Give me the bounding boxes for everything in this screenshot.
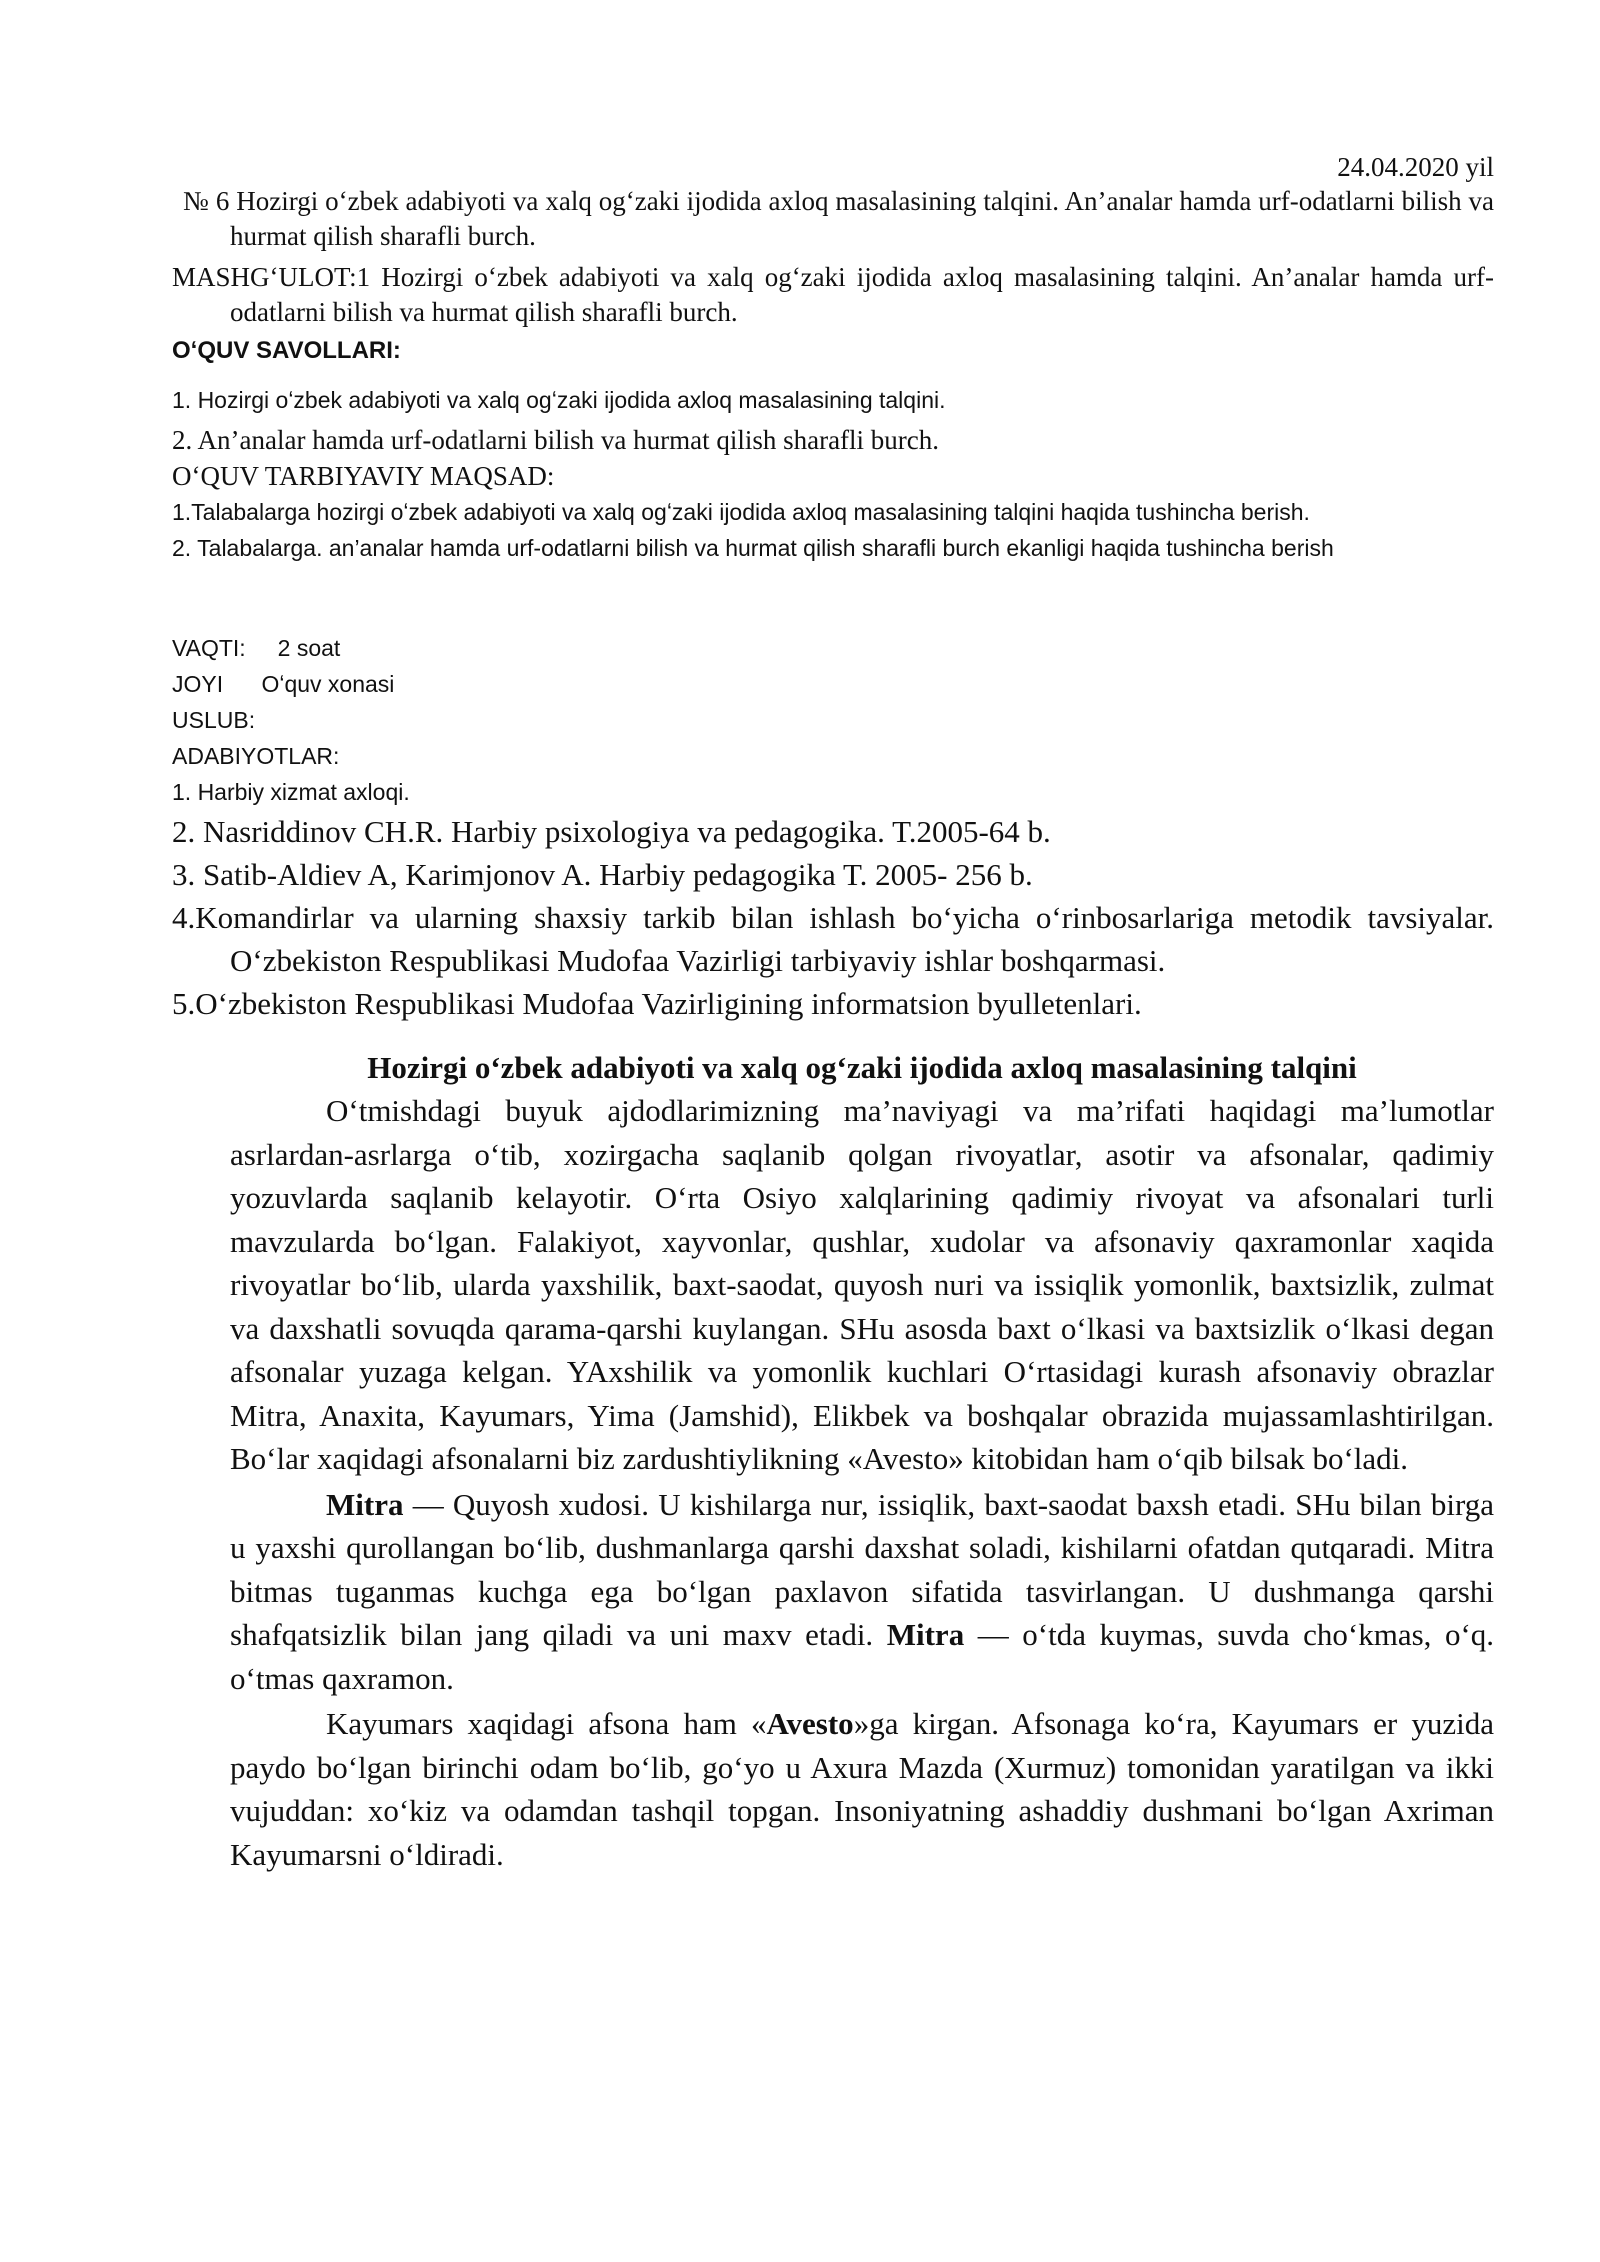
paragraph-text: — oʻtda kuymas, suvda choʻkmas, oʻq. oʻtmas qaxramon. (230, 1617, 1495, 1696)
oquv-savol-item: 2. An’analar hamda urf-odatlarni bilish va hurmat qilish sharafli burch. (172, 425, 940, 455)
uslub-line: USLUB: (172, 707, 256, 733)
literature-item: 3. Satib-Aldiev A, Karimjonov A. Harbiy pedagogika T. 2005- 256 b. (172, 857, 1033, 892)
vaqti-line: VAQTI: 2 soat (172, 635, 341, 661)
mashgulot-line: MASHGʻULOT:1 Hozirgi oʻzbek adabiyoti va xalq ogʻzaki ijodida axloq masalasining talqini. An’analar hamda urf-odatlarni bilish va hurmat qilish sharafli burch. (172, 262, 1494, 327)
lesson-title: № 6 Hozirgi oʻzbek adabiyoti va xalq ogʻzaki ijodida axloq masalasining talqini. An’analar hamda urf-odatlarni bilish va hurmat qilish sharafli burch. (183, 186, 1494, 251)
literature-item: 4.Komandirlar va ularning shaxsiy tarkib bilan ishlash boʻyicha oʻrinbosarlariga metodik tavsiyalar. Oʻzbekiston Respublikasi Mudofaa Vazirligi tarbiyaviy ishlar boshqarmasi. (172, 900, 1494, 978)
oquv-savol-item: 1. Hozirgi oʻzbek adabiyoti va xalq ogʻzaki ijodida axloq masalasining talqini. (172, 387, 946, 413)
document-page (172, 150, 1494, 1876)
term-avesto: Avesto (766, 1706, 854, 1741)
tarbiyaviy-maqsad-item: 2. Talabalarga. an’analar hamda urf-odatlarni bilish va hurmat qilish sharafli burch ekanligi haqida tushincha berish (172, 535, 1334, 561)
term-mitra: Mitra (886, 1617, 965, 1652)
body-paragraph-mitra (172, 1483, 1494, 1701)
tarbiyaviy-maqsad-item: 1.Talabalarga hozirgi oʻzbek adabiyoti va xalq ogʻzaki ijodida axloq masalasining talqini haqida tushincha berish. (172, 499, 1310, 525)
paragraph-text: Kayumars xaqidagi afsona ham « (326, 1706, 767, 1741)
literature-item: 2. Nasriddinov CH.R. Harbiy psixologiya va pedagogika. T.2005-64 b. (172, 814, 1051, 849)
document-date: 24.04.2020 yil (1337, 152, 1494, 182)
tarbiyaviy-maqsad-heading: OʻQUV TARBIYAVIY MAQSAD: (172, 461, 555, 491)
spacer (172, 566, 1494, 630)
body-paragraph-kayumars (172, 1702, 1494, 1876)
literature-item: 5.Oʻzbekiston Respublikasi Mudofaa Vazirligining informatsion byulletenlari. (172, 986, 1142, 1021)
section-title: Hozirgi oʻzbek adabiyoti va xalq ogʻzaki ijodida axloq masalasining talqini (367, 1050, 1357, 1085)
oquv-savollari-heading: OʻQUV SAVOLLARI: (172, 337, 401, 364)
term-mitra: Mitra (326, 1486, 404, 1522)
joyi-line: JOYI Oʻquv xonasi (172, 671, 395, 697)
paragraph-text: — Quyosh xudosi. U kishilarga nur, issiqlik, baxt-saodat baxsh etadi. SHu bilan birga u yaxshi qurollangan boʻlib, dushmanlarga qarshi daxshat soladi, kishilarni ofatdan qutqaradi. Mitra bitmas tuganmas kuchga ega boʻlgan paxlavon sifatida tasvirlangan. U dushmanga qarshi shafqatsizlik bilan jang qiladi va uni maxv etadi. (230, 1486, 1494, 1652)
body-paragraph: Oʻtmishdagi buyuk ajdodlarimizning ma’naviyagi va ma’rifati haqidagi ma’lumotlar asrlardan-asrlarga oʻtib, xozirgacha saqlanib qolgan rivoyatlar, asotir va afsonalar, qadimiy yozuvlarda saqlanib kelayotir. Oʻrta Osiyo xalqlarining qadimiy rivoyat va afsonalari turli mavzularda boʻlgan. Falakiyot, xayvonlar, qushlar, xudolar va afsonaviy qaxramonlar xaqida rivoyatlar boʻlib, ularda yaxshilik, baxt-saodat, quyosh nuri va issiqlik yomonlik, baxtsizlik, zulmat va daxshatli sovuqda qarama-qarshi kuylangan. SHu asosda baxt oʻlkasi va baxtsizlik oʻlkasi degan afsonalar yuzaga kelgan. YAxshilik va yomonlik kuchlari Oʻrtasidagi kurash afsonaviy obrazlar Mitra, Anaxita, Kayumars, Yima (Jamshid), Elikbek va boshqalar obrazida mujassamlashtirilgan. Boʻlar xaqidagi afsonalarni biz zardushtiylikning «Avesto» kitobidan ham oʻqib bilsak boʻladi. (230, 1093, 1494, 1476)
paragraph-text: »ga kirgan. Afsonaga koʻra, Kayumars er yuzida paydo boʻlgan birinchi odam boʻlib, goʻyo u Axura Mazda (Xurmuz) tomonidan yaratilgan va ikki vujuddan: xoʻkiz va odamdan tashqil topgan. Insoniyatning ashaddiy dushmani boʻlgan Axriman Kayumarsni oʻldiradi. (230, 1706, 1494, 1872)
literature-item: 1. Harbiy xizmat axloqi. (172, 779, 410, 805)
adabiyotlar-heading: ADABIYOTLAR: (172, 743, 340, 769)
